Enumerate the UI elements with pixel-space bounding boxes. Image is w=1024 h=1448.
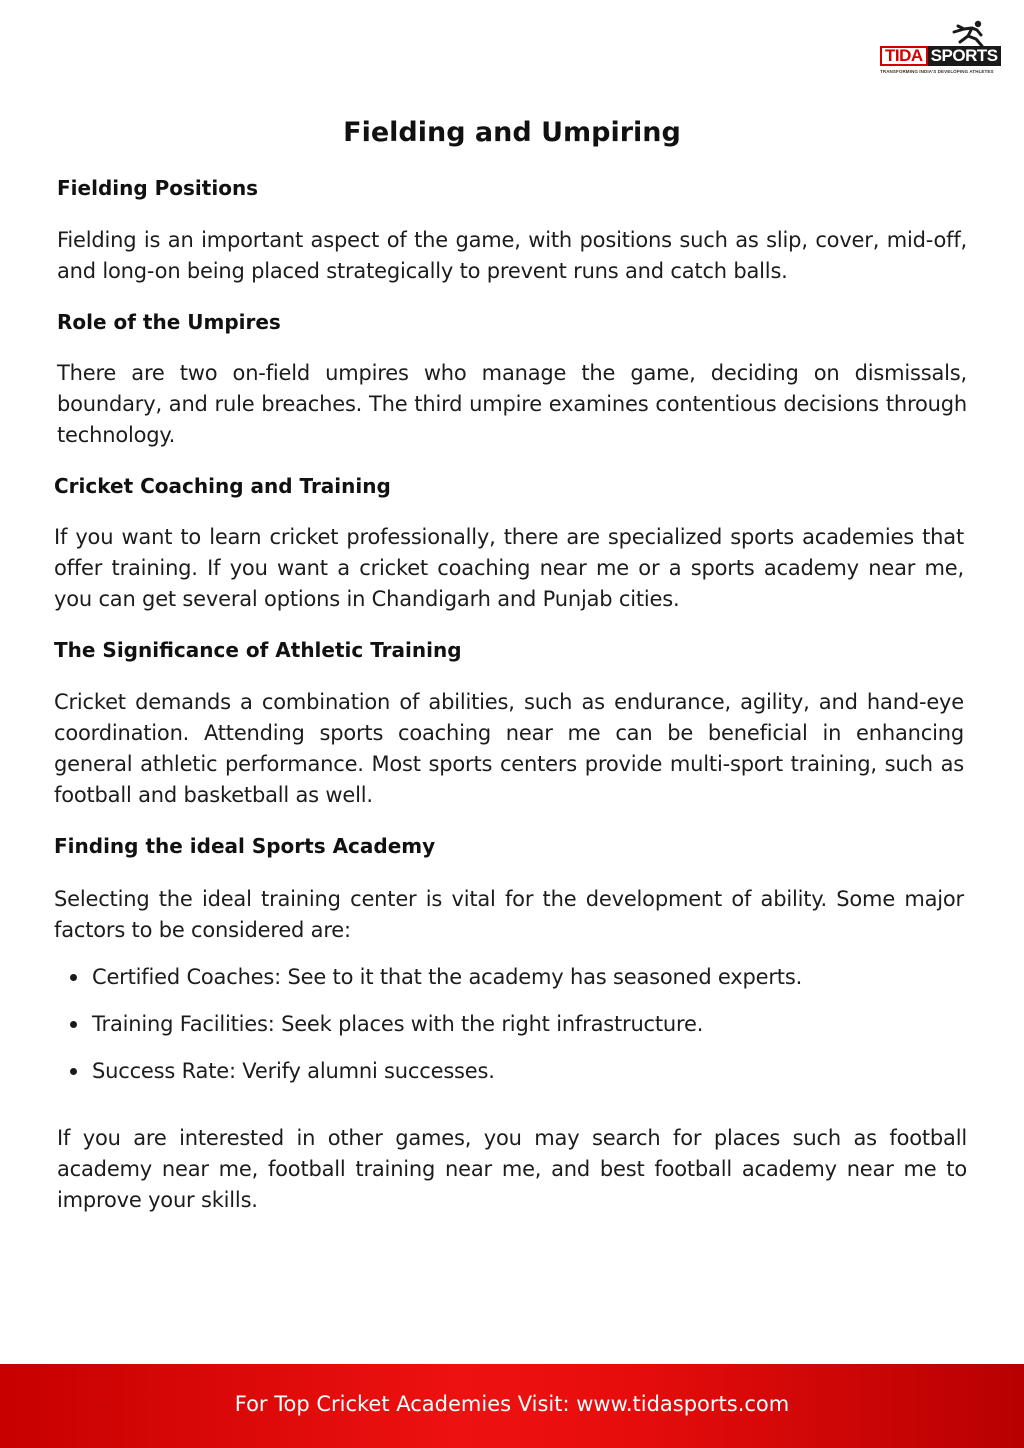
runner-icon [948,20,988,48]
list-item [54,962,964,1009]
closing-paragraph: If you are interested in other games, you may search for places such as football academy near me, football training near me, and best football academy near me to improve your skills. [57,1126,967,1212]
bullet-icon [70,1021,77,1028]
section-heading-athletic-training: The Significance of Athletic Training [54,638,462,662]
tida-sports-logo[interactable] [878,20,996,76]
logo-text-tida: TIDA [880,46,928,66]
bullet-icon [70,974,77,981]
footer-link-text[interactable]: For Top Cricket Academies Visit: www.tidasports.com [234,1392,790,1416]
section-paragraph-role-of-umpires: There are two on-field umpires who manage the game, deciding on dismissals, boundary, and rule breaches. The third umpire examines contentious decisions through technology. [57,361,967,447]
page-title: Fielding and Umpiring [343,117,681,148]
section-paragraph-fielding-positions: Fielding is an important aspect of the game, with positions such as slip, cover, mid-off, and long-on being placed strategically to prevent runs and catch balls. [57,228,967,283]
logo-tagline: TRANSFORMING INDIA'S DEVELOPING ATHLETES [880,69,994,74]
list-item-text: Training Facilities: Seek places with the right infrastructure. [92,1012,704,1036]
list-item-text: Success Rate: Verify alumni successes. [92,1059,495,1083]
section-paragraph-ideal-academy: Selecting the ideal training center is vital for the development of ability. Some major factors to be considered are: [54,887,964,942]
section-heading-cricket-coaching: Cricket Coaching and Training [54,474,391,498]
list-item [54,1056,964,1103]
bullet-icon [70,1068,77,1075]
factors-list [54,962,964,1103]
section-paragraph-athletic-training: Cricket demands a combination of abilities, such as endurance, agility, and hand-eye coordination. Attending sports coaching near me can be beneficial in enhancing general athletic performance. Most sports centers provide multi-sport training, such as football and basketball as well. [54,690,964,807]
list-item-text: Certified Coaches: See to it that the academy has seasoned experts. [92,965,803,989]
section-heading-ideal-academy: Finding the ideal Sports Academy [54,834,436,858]
footer-banner [0,1364,1024,1448]
section-paragraph-cricket-coaching: If you want to learn cricket professionally, there are specialized sports academies that offer training. If you want a cricket coaching near me or a sports academy near me, you can get several options in Chandigarh and Punjab cities. [54,525,964,611]
section-heading-fielding-positions: Fielding Positions [57,176,259,200]
section-heading-role-of-umpires: Role of the Umpires [57,310,281,334]
logo-text-sports: SPORTS [928,46,1001,66]
list-item [54,1009,964,1056]
